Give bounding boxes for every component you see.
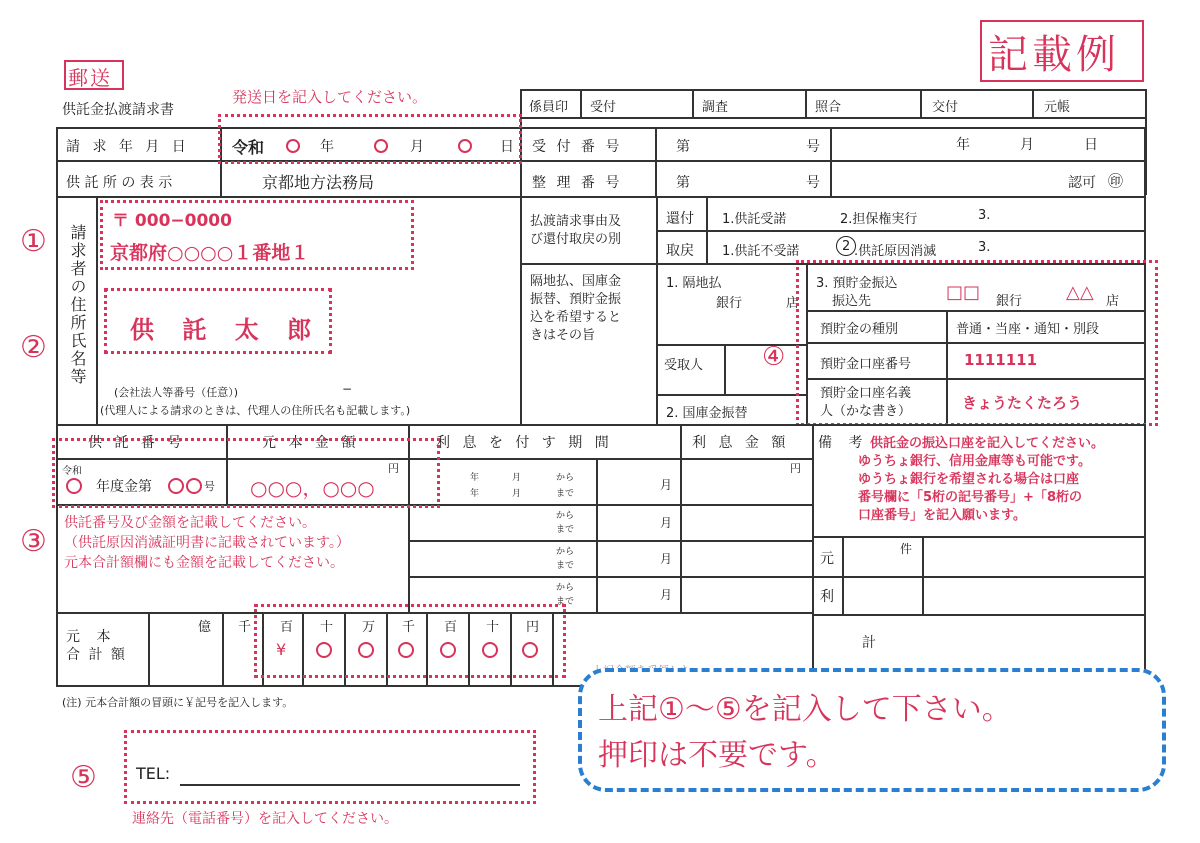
deposit-row-yen: 円 — [388, 462, 399, 475]
mail-stamp-text: 郵送 — [68, 66, 112, 90]
withdraw-label: 取戻 — [666, 243, 694, 259]
date-highlight — [218, 114, 522, 164]
account-name-value: きょうたくたろう — [962, 394, 1083, 412]
treasury-label: 2. 国庫金振替 — [666, 406, 748, 421]
month-unit: 月 — [410, 139, 424, 155]
contact-note: 連絡先（電話番号）を記入してください。 — [132, 811, 398, 827]
remarks-note-5: 口座番号」を記入願います。 — [858, 508, 1026, 523]
total-highlight — [254, 604, 566, 678]
remarks-note-3: ゆうちょ銀行を希望される場合は口座 — [858, 472, 1080, 487]
note3-line-1: 供託番号及び金額を記載してください。 — [64, 515, 316, 531]
unit-en: 円 — [526, 620, 540, 635]
deposit-highlight — [52, 438, 440, 508]
deposit-row-amount: ○○○，○○○ — [250, 476, 375, 500]
request-date-label: 請 求 年 月 日 — [66, 139, 190, 155]
refund-opt-3: 3. — [978, 208, 991, 223]
refund-opt-2: 2.担保権実行 — [840, 212, 918, 227]
staff-label-collate: 照合 — [815, 100, 842, 115]
bank-unit: 銀行 — [996, 294, 1023, 309]
period-to-1: まで — [556, 489, 575, 499]
withdraw-opt-3: 3. — [978, 240, 991, 255]
remarks-note-1: 供託金の振込口座を記入してください。 — [870, 436, 1105, 451]
corporate-number-dash: − — [342, 382, 353, 396]
total-yen-mark: ¥ — [276, 640, 287, 659]
claimant-name: 供 託 太 郎 — [130, 316, 322, 344]
marker-4: ④ — [762, 342, 786, 372]
year-unit: 年 — [320, 139, 334, 155]
col-deposit-number: 供 託 番 号 — [88, 435, 186, 451]
period-to-4: まで — [556, 597, 575, 607]
remarks-note-4: 番号欄に「5桁の記号番号」+「8桁の — [858, 490, 1082, 505]
receipt-number-label: 受 付 番 号 — [532, 139, 623, 155]
deposit-transfer-title: 3. 預貯金振込 — [816, 276, 898, 291]
period-from-3: から — [556, 547, 575, 557]
withdraw-opt-2: .供託原因消滅 — [854, 244, 937, 259]
staff-label-issue: 交付 — [932, 100, 959, 115]
deposit-type-value: 普通・当座・通知・別段 — [956, 322, 1100, 337]
withdraw-opt-1: 1.供託不受諾 — [722, 244, 800, 259]
remote-branch-unit: 店 — [786, 296, 800, 311]
col-interest-amount: 利 息 金 額 — [692, 435, 790, 451]
remote-pay-label: 1. 隔地払 — [666, 276, 722, 291]
deposit-row-go: 号 — [204, 480, 215, 493]
withdraw-opt-2-num: 2 — [842, 239, 851, 254]
refund-label: 還付 — [666, 211, 694, 227]
staff-row-bottom — [520, 117, 1146, 119]
period-year-2: 年 — [470, 489, 480, 499]
office-value: 京都地方法務局 — [262, 173, 375, 192]
payment-label-3: 込を希望すると — [530, 310, 622, 325]
deposit-row-era: 令和 — [62, 466, 82, 477]
reference-number-label: 整 理 番 号 — [532, 175, 623, 191]
reason-label-2: び還付取戻の別 — [530, 232, 622, 247]
col-interest-period: 利 息 を 付 す 期 間 — [436, 435, 613, 451]
corporate-number-label: (会社法人等番号（任意）) — [114, 386, 239, 399]
account-name-label-2: 人（かな書き） — [820, 404, 912, 419]
approval-year: 年 — [956, 137, 970, 153]
period-month-unit-4: 月 — [660, 588, 673, 602]
claimant-side-label-text: 請求者の住所氏名等 — [68, 224, 87, 386]
account-name-label-1: 預貯金口座名義 — [820, 386, 912, 401]
reference-dai: 第 — [676, 175, 690, 191]
period-to-2: まで — [556, 525, 575, 535]
reason-label-1: 払渡請求事由及 — [530, 214, 622, 229]
deposit-row-text: 年度金第 — [96, 479, 152, 495]
postal-code: 〒 000−0000 — [112, 211, 232, 231]
footnote: (注) 元本合計額の冒頭に￥記号を記入します。 — [62, 696, 294, 709]
agent-note: (代理人による請求のときは、代理人の住所氏名も記載します。) — [100, 404, 411, 417]
period-from-2: から — [556, 511, 575, 521]
staff-label-ledger: 元帳 — [1044, 100, 1071, 115]
side-gen: 元 — [820, 551, 834, 567]
example-stamp-text: 記載例 — [988, 32, 1120, 78]
marker-2: ② — [20, 330, 47, 365]
period-year-1: 年 — [470, 473, 480, 483]
transfer-destination-label: 振込先 — [832, 294, 872, 309]
payment-label-1: 隔地払、国庫金 — [530, 274, 622, 289]
period-month-2: 月 — [512, 489, 522, 499]
tel-input-line[interactable] — [180, 784, 520, 786]
office-label: 供 託 所 の 表 示 — [66, 175, 173, 191]
staff-label-receipt: 受付 — [590, 100, 617, 115]
receipt-go: 号 — [806, 139, 820, 155]
address-value: 京都府○○○○１番地１ — [110, 242, 310, 264]
unit-juu-2: 十 — [486, 620, 500, 635]
remarks-note-2: ゆうちょ銀行、信用金庫等も可能です。 — [858, 454, 1091, 469]
approval-label: 認可 — [1068, 175, 1096, 191]
marker-3: ③ — [20, 524, 47, 559]
approval-day: 日 — [1084, 137, 1098, 153]
period-from-1: から — [556, 473, 575, 483]
reference-go: 号 — [806, 175, 820, 191]
period-month-unit-1: 月 — [660, 478, 673, 492]
account-number-label: 預貯金口座番号 — [820, 357, 912, 372]
day-unit: 日 — [500, 139, 514, 155]
note3-line-3: 元本合計額欄にも金額を記載してください。 — [64, 555, 344, 571]
era-label: 令和 — [232, 138, 265, 157]
approval-month: 月 — [1020, 137, 1034, 153]
seal-mark: ㊞ — [1108, 172, 1124, 190]
bank-highlight — [796, 260, 1158, 426]
period-from-4: から — [556, 583, 575, 593]
side-kei: 計 — [862, 635, 876, 651]
send-date-note: 発送日を記入してください。 — [232, 88, 428, 106]
receipt-dai: 第 — [676, 139, 690, 155]
deposit-type-label: 預貯金の種別 — [820, 322, 899, 337]
tel-label: TEL: — [136, 764, 171, 783]
claimant-side-label — [66, 224, 89, 390]
total-label-1: 元 本 — [66, 629, 117, 645]
interest-yen-1: 円 — [790, 462, 801, 475]
payment-label-4: きはその旨 — [530, 328, 596, 343]
unit-hyaku-2: 百 — [444, 620, 458, 635]
branch-unit: 店 — [1106, 294, 1120, 309]
period-to-3: まで — [556, 561, 575, 571]
unit-sen-2: 千 — [402, 620, 416, 635]
marker-5: ⑤ — [70, 760, 97, 795]
receiver-label: 受取人 — [664, 358, 704, 373]
unit-sen-1: 千 — [238, 620, 252, 635]
marker-1: ① — [20, 224, 47, 259]
note3-line-2: （供託原因消滅証明書に記載されています。） — [64, 535, 350, 551]
staff-label-clerk: 係員印 — [529, 100, 569, 115]
bank-code: □□ — [946, 282, 981, 303]
period-month-1: 月 — [512, 473, 522, 483]
col-remarks: 備 考 — [818, 435, 869, 451]
unit-oku: 億 — [198, 620, 212, 635]
side-ri: 利 — [820, 589, 834, 605]
form-title: 供託金払渡請求書 — [62, 102, 174, 118]
period-month-unit-3: 月 — [660, 552, 673, 566]
period-month-unit-2: 月 — [660, 516, 673, 530]
contact-highlight — [124, 730, 536, 804]
total-label-2: 合 計 額 — [66, 647, 127, 663]
payment-label-2: 振替、預貯金振 — [530, 292, 622, 307]
account-number-value: 1111111 — [964, 351, 1038, 369]
col-principal: 元 本 金 額 — [262, 435, 360, 451]
unit-juu-1: 十 — [320, 620, 334, 635]
bubble-line-1: 上記①〜⑤を記入して下さい。 — [598, 692, 1012, 727]
side-ken: 件 — [900, 542, 913, 556]
unit-man: 万 — [362, 620, 376, 635]
bubble-line-2: 押印は不要です。 — [598, 738, 836, 773]
unit-hyaku-1: 百 — [280, 620, 294, 635]
branch-code: △△ — [1066, 282, 1094, 303]
staff-row-top — [520, 89, 1146, 91]
remote-bank-unit: 銀行 — [716, 296, 743, 311]
refund-opt-1: 1.供託受諾 — [722, 212, 787, 227]
staff-label-check: 調査 — [702, 100, 729, 115]
